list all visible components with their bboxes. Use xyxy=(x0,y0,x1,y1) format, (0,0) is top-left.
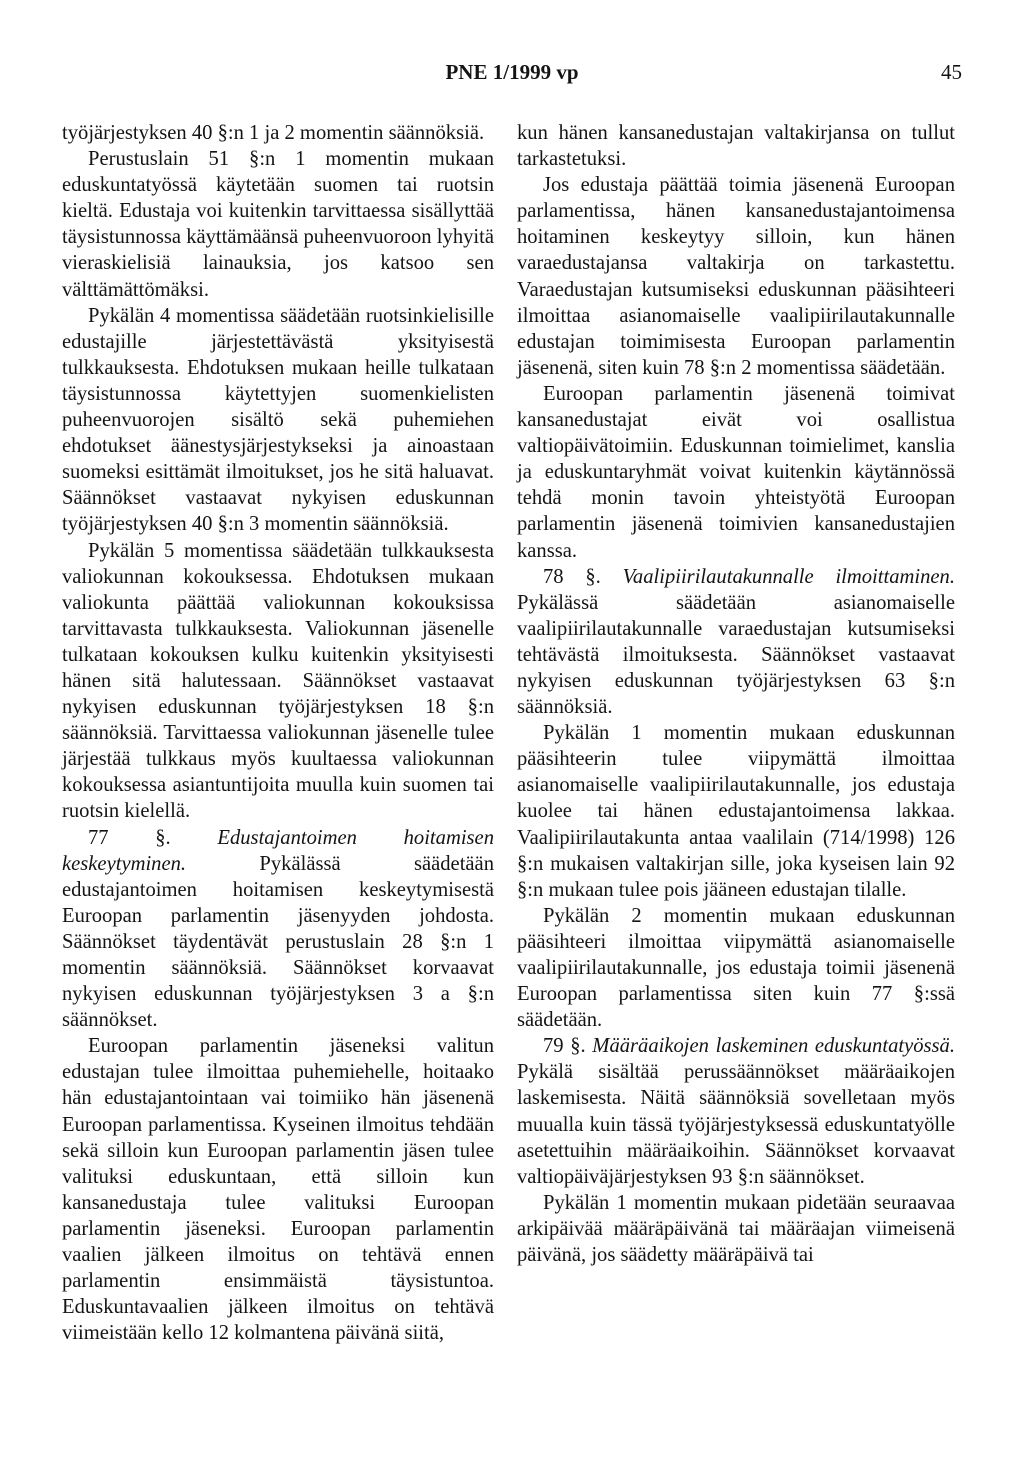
section-78 xyxy=(517,564,955,721)
section-number: 78 §. xyxy=(543,565,601,588)
section-text: Pykälässä säädetään asianomaiselle vaalipiirilautakunnalle varaedustajan kutsumiseksi tehtävästä ilmoituksesta. Säännökset vastaavat nykyisen eduskunnan työjärjestyksen 63 §:n säännöksiä. xyxy=(517,591,955,719)
section-79 xyxy=(517,1033,955,1190)
paragraph: Pykälän 4 momentissa säädetään ruotsinkielisille edustajille järjestettävästä yksityisestä tulkkauksesta. Ehdotuksen mukaan heille tulkataan täysistunnossa käytettyjen suomenkielisten puheenvuorojen sisältö sekä puhemiehen ehdotukset äänestysjärjestykseksi ja ainoastaan suomeksi esittämät ilmoitukset, jos he sitä haluavat. Säännökset vastaavat nykyisen eduskunnan työjärjestyksen 40 §:n 3 momentin säännöksiä. xyxy=(62,304,494,536)
section-text: Pykälässä säädetään edustajantoimen hoitamisen keskeytymisestä Euroopan parlamentin jäsenyyden johdosta. Säännökset täydentävät perustuslain 28 §:n 1 momentin säännöksiä. Säännökset korvaavat nykyisen eduskunnan työjärjestyksen 3 a §:n säännökset. xyxy=(62,852,494,1032)
paragraph: Jos edustaja päättää toimia jäsenenä Euroopan parlamentissa, hänen kansanedustajantoimensa hoitaminen keskeytyy silloin, kun hänen varaedustajansa valtakirja on tarkastettu. Varaedustajan kutsumiseksi eduskunnan pääsihteeri ilmoittaa asianomaiselle vaalipiirilautakunnalle edustajan toimimisesta Euroopan parlamentin jäsenenä, siten kuin 78 §:n 2 momentissa säädetään. xyxy=(517,174,955,379)
paragraph: Pykälän 2 momentin mukaan eduskunnan pääsihteeri ilmoittaa viipymättä asianomaiselle vaalipiirilautakunnalle, jos edustaja toimii jäsenenä Euroopan parlamentissa siten kuin 77 §:ssä säädetään. xyxy=(517,904,955,1032)
paragraph: Pykälän 1 momentin mukaan pidetään seuraavaa arkipäivää määräpäivänä tai määräajan viimeisenä päivänä, jos säädetty määräpäivä tai xyxy=(517,1191,955,1267)
section-title: Edustajantoimen hoitamisen keskeytyminen. xyxy=(62,826,494,875)
right-column xyxy=(517,120,955,1268)
paragraph: Euroopan parlamentin jäseneksi valitun edustajan tulee ilmoittaa puhemiehelle, hoitaako hän edustajantointaan vai toimiiko hän jäsenenä Euroopan parlamentissa. Kyseinen ilmoitus tehdään sekä silloin kun Euroopan parlamentin jäsen tulee valituksi eduskuntaan, että silloin kun kansanedustaja tulee valituksi Euroopan parlamentin jäseneksi. Euroopan parlamentin vaalien jälkeen ilmoitus on tehtävä ennen parlamentin ensimmäistä täysistuntoa. Eduskuntavaalien jälkeen ilmoitus on tehtävä viimeistään kello 12 kolmantena päivänä siitä, xyxy=(62,1035,494,1345)
page-header-title: PNE 1/1999 vp xyxy=(445,60,579,84)
paragraph: Pykälän 1 momentin mukaan eduskunnan pääsihteerin tulee viipymättä ilmoittaa asianomaiselle vaalipiirilautakunnalle, jos edustaja kuolee tai hänen edustajantoimensa lakkaa. Vaalipiirilautakunta antaa vaalilain (714/1998) 126 §:n mukaisen valtakirjan sille, joka kyseisen lain 92 §:n mukaan tulee pois jääneen edustajan tilalle. xyxy=(517,722,955,901)
paragraph: Euroopan parlamentin jäsenenä toimivat kansanedustajat eivät voi osallistua valtiopäivätoimiin. Eduskunnan toimielimet, kanslia ja eduskuntaryhmät voivat kuitenkin käytännössä tehdä monin tavoin yhteistyötä Euroopan parlamentin jäsenenä toimivien kansanedustajien kanssa. xyxy=(517,382,955,562)
section-text: Pykälä sisältää perussäännökset määräaikojen laskemisesta. Näitä säännöksiä sovelletaan myös muualla kuin tässä työjärjestyksessä eduskuntatyölle asetettuihin määräaikoihin. Säännökset korvaavat valtiopäiväjärjestyksen 93 §:n säännökset. xyxy=(517,1061,955,1188)
paragraph: kun hänen kansanedustajan valtakirjansa on tullut tarkastetuksi. xyxy=(517,122,955,171)
paragraph: Perustuslain 51 §:n 1 momentin mukaan eduskuntatyössä käytetään suomen tai ruotsin kieltä. Edustaja voi kuitenkin tarvittaessa sisällyttää täysistunnossa käyttämäänsä puheenvuoroon lyhyitä vieraskielisiä lainauksia, jos katsoo sen välttämättömäksi. xyxy=(62,148,494,301)
left-column xyxy=(62,120,494,1346)
page-number: 45 xyxy=(941,60,962,84)
paragraph: työjärjestyksen 40 §:n 1 ja 2 momentin säännöksiä. xyxy=(62,122,485,144)
paragraph: Pykälän 5 momentissa säädetään tulkkauksesta valiokunnan kokouksessa. Ehdotuksen mukaan valiokunta päättää valiokunnan kokouksissa tarvittavasta tulkkauksesta. Valiokunnan jäsenelle tulkataan kokouksen kulku kuitenkin yksityisesti hänen sitä halutessaan. Säännökset vastaavat nykyisen eduskunnan työjärjestyksen 18 §:n säännöksiä. Tarvittaessa valiokunnan jäsenelle tulee järjestää tulkkaus myös kuultaessa valiokunnan kokouksessa asiantuntijoita muulla kuin suomen tai ruotsin kielellä. xyxy=(62,539,494,823)
section-number: 79 §. xyxy=(543,1035,586,1058)
section-77 xyxy=(62,825,494,1034)
section-title: Vaalipiirilautakunnalle ilmoittaminen. xyxy=(622,565,955,588)
section-title: Määräaikojen laskeminen eduskuntatyössä. xyxy=(592,1035,955,1058)
section-number: 77 §. xyxy=(88,826,171,849)
